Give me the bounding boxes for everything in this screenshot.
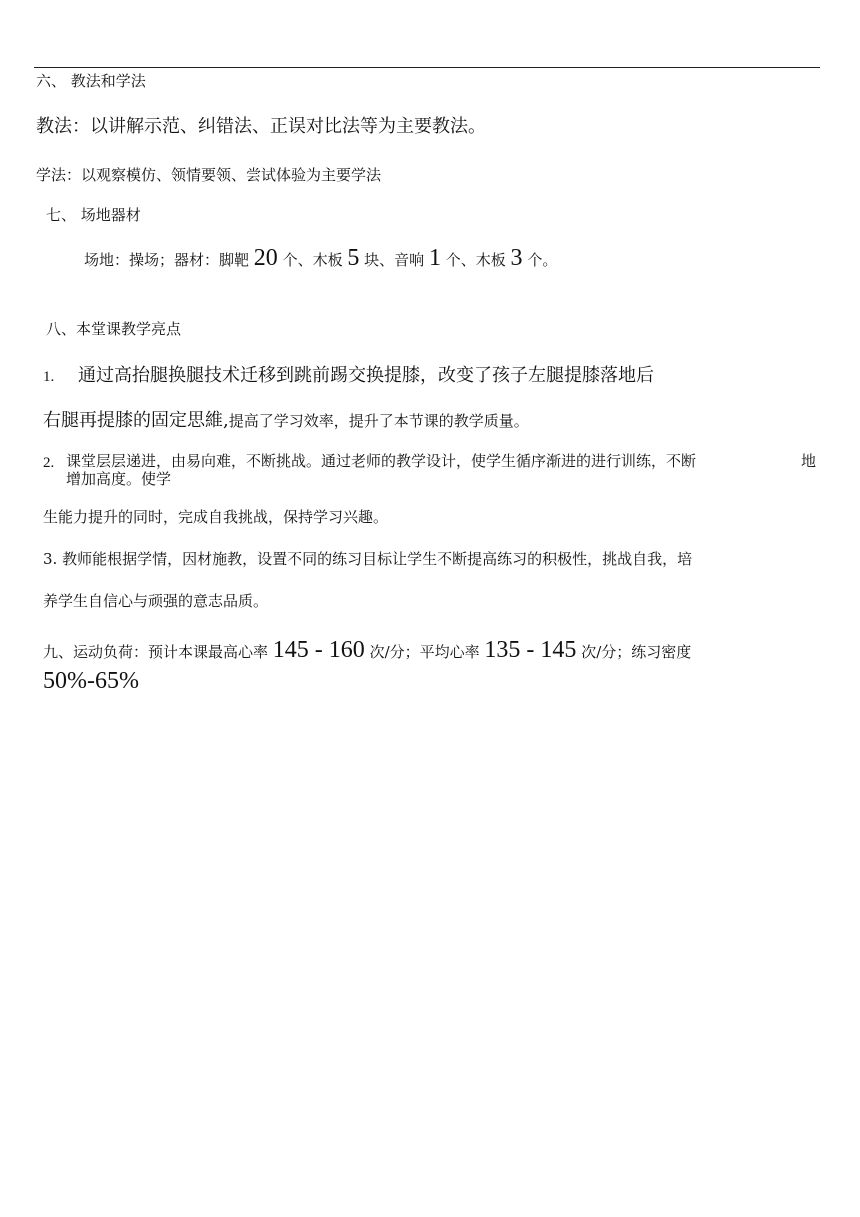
venue-text-4: 个、木板	[445, 251, 506, 269]
item-3-line-1: 3. 教师能根据学情，因材施教，设置不同的练习目标让学生不断提高练习的积极性，挑战自我，培	[43, 550, 693, 568]
item-2-line-1-end: 地	[801, 452, 817, 470]
venue-text-5: 个。	[527, 251, 558, 269]
teaching-method-text: 教法：以讲解示范、纠错法、正误对比法等为主要教法。	[36, 116, 486, 137]
load-text-3: 次/分；练习密度	[581, 643, 692, 661]
item-2-number: 2.	[43, 455, 55, 471]
section-7-heading: 七、 场地器材	[46, 206, 141, 224]
item-1-line-2a: 右腿再提膝的固定思維,	[43, 410, 229, 431]
item-3-line-2: 养学生自信心与顽强的意志品质。	[43, 592, 269, 610]
venue-text-2: 个、木板	[282, 251, 343, 269]
section-6-heading: 六、 教法和学法	[36, 72, 146, 90]
header-rule	[34, 67, 820, 68]
load-text-2: 次/分；平均心率	[369, 643, 480, 661]
item-2-line-2: 增加高度。使学	[66, 470, 172, 488]
item-1-number: 1.	[43, 369, 55, 385]
item-1-line-1: 通过高抬腿换腿技术迁移到跳前踢交换提膝，改变了孩子左腿提膝落地后	[78, 365, 654, 386]
section-8-heading: 八、本堂课教学亮点	[46, 320, 182, 338]
avg-heart-rate: 135 - 145	[484, 637, 577, 663]
learning-method-text: 学法：以观察模仿、领情要领、尝试体验为主要学法	[36, 166, 382, 184]
max-heart-rate: 145 - 160	[272, 637, 365, 663]
count-targets: 20	[253, 245, 278, 271]
item-1-line-2	[43, 410, 529, 432]
exercise-density: 50%-65%	[43, 668, 139, 694]
item-1-line-2b: 提高了学习效率，提升了本节课的教学质量。	[228, 412, 529, 430]
item-2-line-1: 课堂层层递进，由易向难，不断挑战。通过老师的教学设计，使学生循序渐进的进行训练，不断	[66, 452, 697, 470]
item-2-line-3: 生能力提升的同时，完成自我挑战，保持学习兴趣。	[43, 508, 389, 526]
venue-text-1: 场地：操场；器材：脚靶	[84, 251, 250, 269]
count-boards-2: 3	[510, 245, 523, 271]
count-boards: 5	[347, 245, 360, 271]
count-speakers: 1	[428, 245, 441, 271]
venue-equipment-line	[84, 244, 557, 273]
load-text-1: 九、运动负荷：预计本课最高心率	[43, 643, 269, 661]
section-9-line	[43, 636, 691, 665]
venue-text-3: 块、音响	[364, 251, 425, 269]
